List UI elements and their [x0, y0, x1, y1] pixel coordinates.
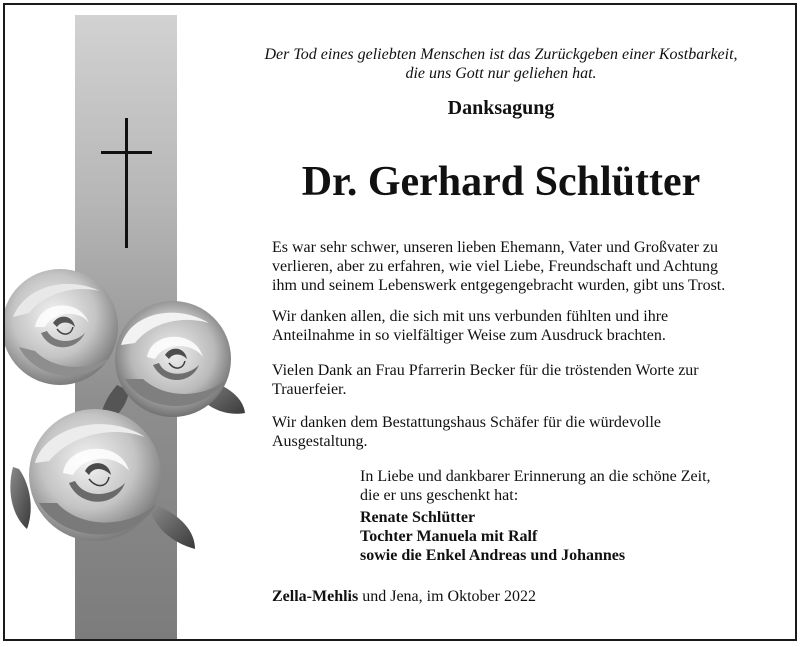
signer-name: Tochter Manuela mit Ralf [360, 528, 538, 545]
place-name: Zella-Mehlis [272, 588, 359, 605]
signers-list [360, 508, 780, 565]
deceased-name: Dr. Gerhard Schlütter [301, 159, 701, 205]
roses-illustration [5, 267, 250, 557]
paragraph-line: Ausgestaltung. [272, 433, 368, 450]
paragraph-line: Wir danken allen, die sich mit uns verbunden fühlten und ihre [272, 308, 669, 325]
paragraph-line: Vielen Dank an Frau Pfarrerin Becker für die tröstenden Worte zur [272, 362, 699, 379]
thanks-paragraph [272, 238, 792, 295]
motto-quote [237, 45, 765, 83]
place-date-line [272, 588, 536, 606]
obituary-notice [3, 3, 797, 641]
notice-heading: Danksagung [447, 97, 555, 119]
motto-line: Der Tod eines geliebten Menschen ist das Zurückgeben einer Kostbarkeit, [264, 46, 738, 63]
thanks-paragraph [272, 361, 792, 399]
paragraph-line: Trauerfeier. [272, 381, 347, 398]
latin-cross-icon [101, 118, 153, 250]
motto-line: die uns Gott nur geliehen hat. [405, 65, 597, 82]
paragraph-line: ihm und seinem Lebenswerk entgegengebracht wurden, gibt uns Trost. [272, 277, 726, 294]
closing-remembrance [360, 467, 780, 505]
signer-name: sowie die Enkel Andreas und Johannes [360, 547, 626, 564]
thanks-paragraph [272, 307, 792, 345]
thanks-paragraph [272, 413, 792, 451]
paragraph-line: Es war sehr schwer, unseren lieben Ehemann, Vater und Großvater zu [272, 239, 719, 256]
paragraph-line: verlieren, aber zu erfahren, wie viel Liebe, Freundschaft und Achtung [272, 258, 719, 275]
closing-line: In Liebe und dankbarer Erinnerung an die schöne Zeit, [360, 468, 711, 485]
place-date-rest: und Jena, im Oktober 2022 [358, 588, 536, 605]
paragraph-line: Anteilnahme in so vielfältiger Weise zum Ausdruck brachten. [272, 327, 666, 344]
signer-name: Renate Schlütter [360, 509, 476, 526]
closing-line: die er uns geschenkt hat: [360, 487, 519, 504]
paragraph-line: Wir danken dem Bestattungshaus Schäfer für die würdevolle [272, 414, 662, 431]
